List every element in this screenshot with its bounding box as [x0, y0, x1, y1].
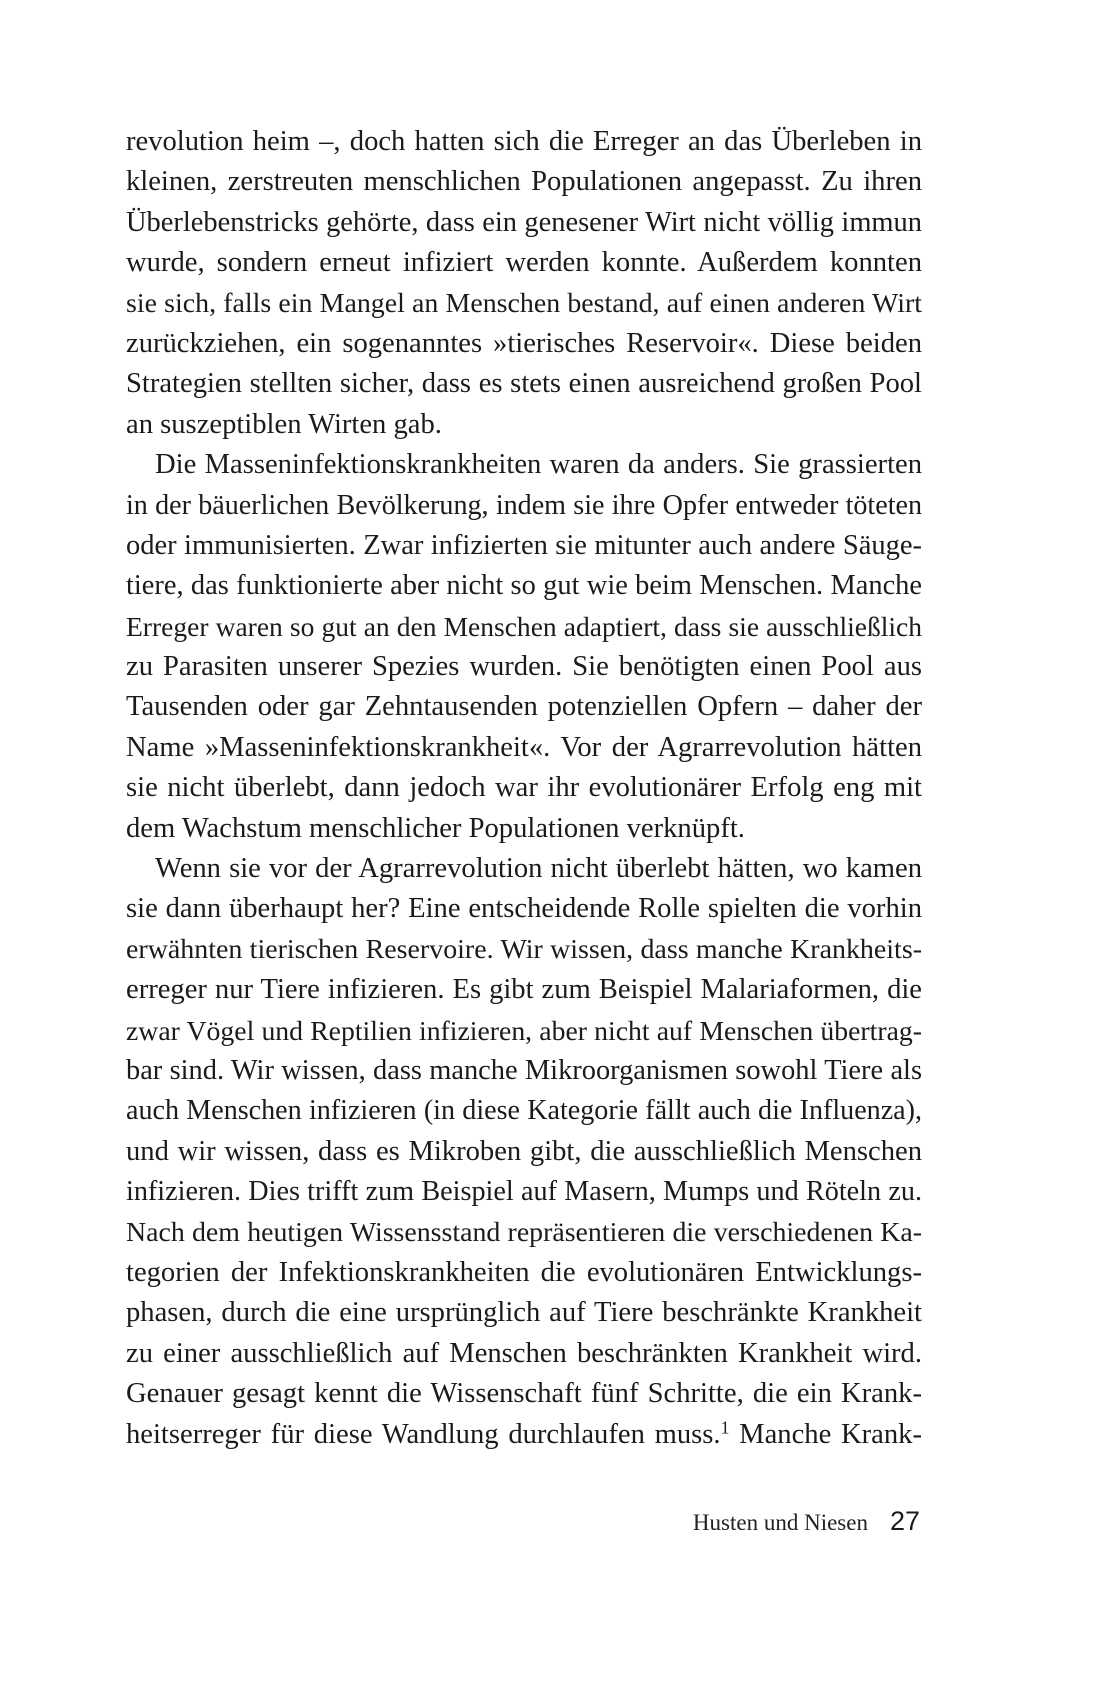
footnote-reference[interactable]: 1: [720, 1416, 730, 1437]
text-line: zurückziehen, ein sogenanntes »tierisches Reservoir«. Diese beiden: [126, 327, 922, 359]
text-line: [126, 1415, 922, 1455]
text-line: wurde, sondern erneut infiziert werden konnte. Außerdem konnten: [126, 247, 922, 279]
text-line: an suszeptiblen Wirten gab.: [126, 408, 442, 440]
text-fragment: Manche Krank-: [729, 1418, 922, 1450]
paragraph: [126, 445, 922, 849]
text-line: und wir wissen, dass es Mikroben gibt, die ausschließlich Menschen: [126, 1135, 922, 1167]
paragraph: [126, 122, 922, 445]
body-text: [126, 122, 922, 1455]
text-line: zu Parasiten unserer Spezies wurden. Sie benötigten einen Pool aus: [126, 651, 922, 683]
text-line: Nach dem heutigen Wissensstand repräsentieren die verschiedenen Ka-: [126, 1216, 922, 1248]
text-line: auch Menschen infizieren (in diese Kategorie fällt auch die Influenza),: [126, 1095, 922, 1127]
text-line: erwähnten tierischen Reservoire. Wir wissen, dass manche Krankheits-: [126, 933, 922, 965]
running-head: Husten und Niesen: [692, 1510, 868, 1535]
text-line: Name »Masseninfektionskrankheit«. Vor der Agrarrevolution hätten: [126, 731, 922, 763]
text-line: oder immunisierten. Zwar infizierten sie mitunter auch andere Säuge-: [126, 529, 922, 561]
text-line: Wenn sie vor der Agrarrevolution nicht überlebt hätten, wo kamen: [155, 853, 922, 885]
text-line: tegorien der Infektionskrankheiten die evolutionären Entwicklungs-: [126, 1256, 922, 1288]
text-line: revolution heim –, doch hatten sich die Erreger an das Überleben in: [126, 126, 922, 157]
text-line: Überlebenstricks gehörte, dass ein genesener Wirt nicht völlig immun: [126, 206, 922, 238]
text-line: Genauer gesagt kennt die Wissenschaft fünf Schritte, die ein Krank-: [126, 1378, 922, 1410]
text-line: phasen, durch die eine ursprünglich auf Tiere beschränkte Krankheit: [126, 1297, 922, 1329]
text-line: infizieren. Dies trifft zum Beispiel auf Masern, Mumps und Röteln zu.: [126, 1176, 922, 1208]
text-line: bar sind. Wir wissen, dass manche Mikroorganismen sowohl Tiere als: [126, 1054, 922, 1086]
text-line: Die Masseninfektionskrankheiten waren da anders. Sie grassierten: [155, 449, 922, 481]
text-line: sie sich, falls ein Mangel an Menschen bestand, auf einen anderen Wirt: [126, 287, 922, 319]
page-footer: [693, 1506, 920, 1537]
text-line: sie nicht überlebt, dann jedoch war ihr evolutionärer Erfolg eng mit: [126, 772, 922, 804]
text-line: tiere, das funktionierte aber nicht so gut wie beim Menschen. Manche: [126, 570, 922, 602]
text-line: zwar Vögel und Reptilien infizieren, aber nicht auf Menschen übertrag-: [126, 1014, 922, 1046]
text-line: dem Wachstum menschlicher Populationen verknüpft.: [126, 812, 745, 844]
text-line: erreger nur Tiere infizieren. Es gibt zum Beispiel Malariaformen, die: [126, 974, 922, 1006]
paragraph: [126, 849, 922, 1455]
page-number: 27: [889, 1506, 920, 1536]
text-line: sie dann überhaupt her? Eine entscheidende Rolle spielten die vorhin: [126, 893, 922, 925]
text-fragment: heitserreger für diese Wandlung durchlaufen muss.: [126, 1418, 721, 1450]
text-line: kleinen, zerstreuten menschlichen Populationen angepasst. Zu ihren: [126, 166, 922, 198]
text-line: in der bäuerlichen Bevölkerung, indem sie ihre Opfer entweder töteten: [126, 489, 922, 521]
text-line: Tausenden oder gar Zehntausenden potenziellen Opfern – daher der: [126, 691, 922, 723]
text-line: zu einer ausschließlich auf Menschen beschränkten Krankheit wird.: [126, 1337, 922, 1369]
text-line: Strategien stellten sicher, dass es stets einen ausreichend großen Pool: [126, 368, 922, 400]
text-line: Erreger waren so gut an den Menschen adaptiert, dass sie ausschließlich: [126, 610, 922, 642]
